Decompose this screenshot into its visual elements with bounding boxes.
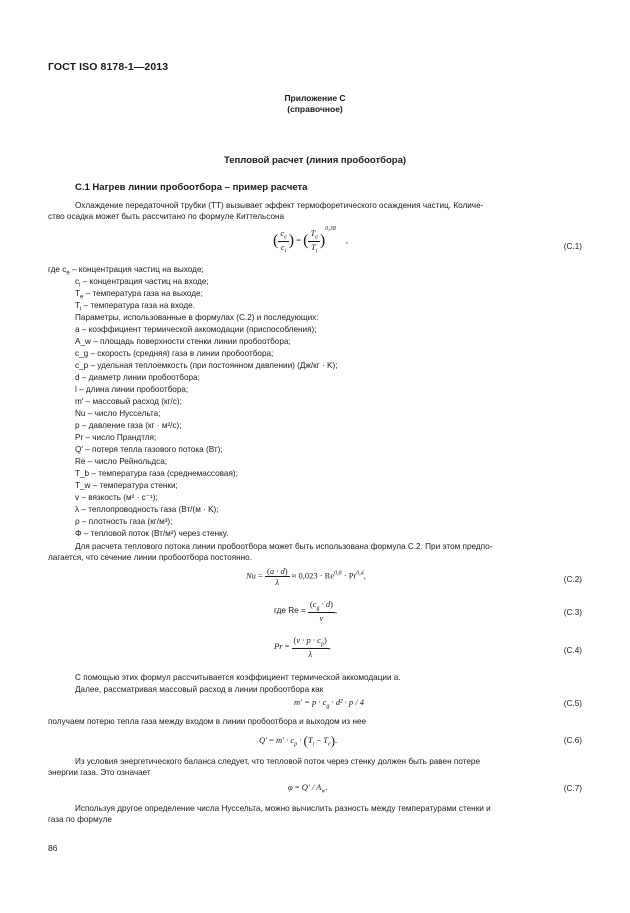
param-item: Q' – потеря тепла газового потока (Вт); (75, 445, 223, 454)
def-ci: $c_i$ – концентрация частиц на входе; (75, 277, 209, 289)
standard-header: ГОСТ ISO 8178-1—2013 (48, 61, 169, 73)
para3: С помощью этих формул рассчитывается коэффициент термической аккомодации a. (75, 673, 401, 682)
equation-number-c4: (C.4) (563, 646, 582, 655)
para6-line-2: энергии газа. Это означает (48, 768, 151, 777)
param-item: c_p – удельная теплоемкость (при постоянном давлении) (Дж/кг · K); (75, 361, 338, 370)
param-item: ρ – плотность газа (кг/м³); (75, 517, 173, 526)
para6-line-1: Из условия энергетического баланса следует, что тепловой поток через стенку должен быть равен потере (75, 757, 481, 766)
param-item: A_w – площадь поверхности стенки линии пробоотбора; (75, 337, 291, 346)
param-item: Pr – число Прандтля; (75, 433, 157, 442)
param-item: c_g – скорость (средняя) газа в линии пробоотбора; (75, 349, 274, 358)
param-item: Nu – число Нуссельта; (75, 409, 161, 418)
equation-c1: ( $\frac{c_e}{c_i}$ ) = ( $\frac{T_e}{T_i}$ )$^{0,38}$ , (273, 226, 348, 255)
equation-c3: где Re = $\frac{(c_g \cdot d)}{\nu}$ , (274, 599, 338, 623)
param-item: p – давление газа (кг · м²/с); (75, 421, 182, 430)
appendix-subtitle: (справочное) (287, 104, 343, 114)
param-item: Φ – тепловой поток (Вт/м²) через стенку. (75, 529, 229, 538)
para7-line-2: газа по формуле (48, 815, 112, 824)
intro-line-2: ство осадка может быть рассчитано по формуле Киттельсона (48, 212, 285, 221)
param-item: v – вязкость (м² · с⁻¹); (75, 493, 158, 502)
equation-c2: Nu = $\frac{(a \cdot d)}{\lambda}$ ≈ 0,023 · Re$^{0,8}$ · Pr$^{0,4}$, (246, 566, 366, 587)
def-ce: где $c_e$ – концентрация частиц на выходе; (48, 265, 204, 277)
equation-number-c1: (C.1) (563, 242, 582, 251)
param-item: λ – теплопроводность газа (Вт/(м · K); (75, 505, 219, 514)
param-item: T_w – температура стенки; (75, 481, 178, 490)
def-ti: $T_i$ – температура газа на входе. (75, 301, 195, 313)
equation-c1-exponent: 0,38 (325, 226, 336, 233)
para5: получаем потерю тепла газа между входом в линии пробоотбора и выходом из нее (48, 717, 367, 726)
param-item: a – коэффициент термической аккомодации (приспособления); (75, 325, 317, 334)
equation-number-c5: (C.5) (563, 699, 582, 708)
para2-line-2: лагается, что сечение линии пробоотбора постоянно. (48, 553, 252, 562)
para2-line-1: Для расчета теплового потока линии пробоотбора может быть использована формула C.2. При этом предпо- (75, 542, 493, 551)
intro-line-1: Охлаждение передаточной трубки (ТТ) вызывает эффект термофоретического осаждения частиц. Количе- (75, 201, 484, 210)
param-item: l – длина линии пробоотбора; (75, 385, 189, 394)
equation-c4: Pr = $\frac{(\nu \cdot p \cdot c_p)}{\lambda}$ , (274, 635, 331, 659)
param-item: d – диаметр линии пробоотбора; (75, 373, 200, 382)
page-number: 86 (48, 843, 58, 853)
equation-number-c7: (C.7) (563, 784, 582, 793)
section-heading: C.1 Нагрев линии пробоотбора – пример расчета (75, 182, 308, 193)
equation-c5: $m' = p \cdot c_g \cdot d^2 \cdot p / 4$ (294, 697, 365, 710)
param-item: Re – число Рейнольдса; (75, 457, 168, 466)
para7-line-1: Используя другое определение числа Нуссельта, можно вычислить разность между температурами стенки и (75, 804, 491, 813)
def-te: $T_e$ – температура газа на выходе; (75, 289, 203, 301)
equation-c7: $\varphi = Q' / A_w$. (288, 782, 328, 795)
equation-c6: $Q' = m' \cdot c_p \cdot (T_i - T_e)$. (259, 733, 338, 748)
param-item: m' – массовый расход (кг/с); (75, 397, 182, 406)
para4: Далее, рассматривая массовый расход в линии пробоотбора как (75, 685, 324, 694)
equation-number-c2: (C.2) (563, 575, 582, 584)
document-title: Тепловой расчет (линия пробоотбора) (223, 155, 407, 166)
params-intro: Параметры, использованные в формулах (C.2) и последующих: (75, 313, 319, 322)
appendix-title: Приложение C (284, 93, 346, 103)
equation-number-c3: (C.3) (563, 608, 582, 617)
param-item: T_b – температура газа (среднемассовая); (75, 469, 238, 478)
equation-number-c6: (C.6) (563, 736, 582, 745)
